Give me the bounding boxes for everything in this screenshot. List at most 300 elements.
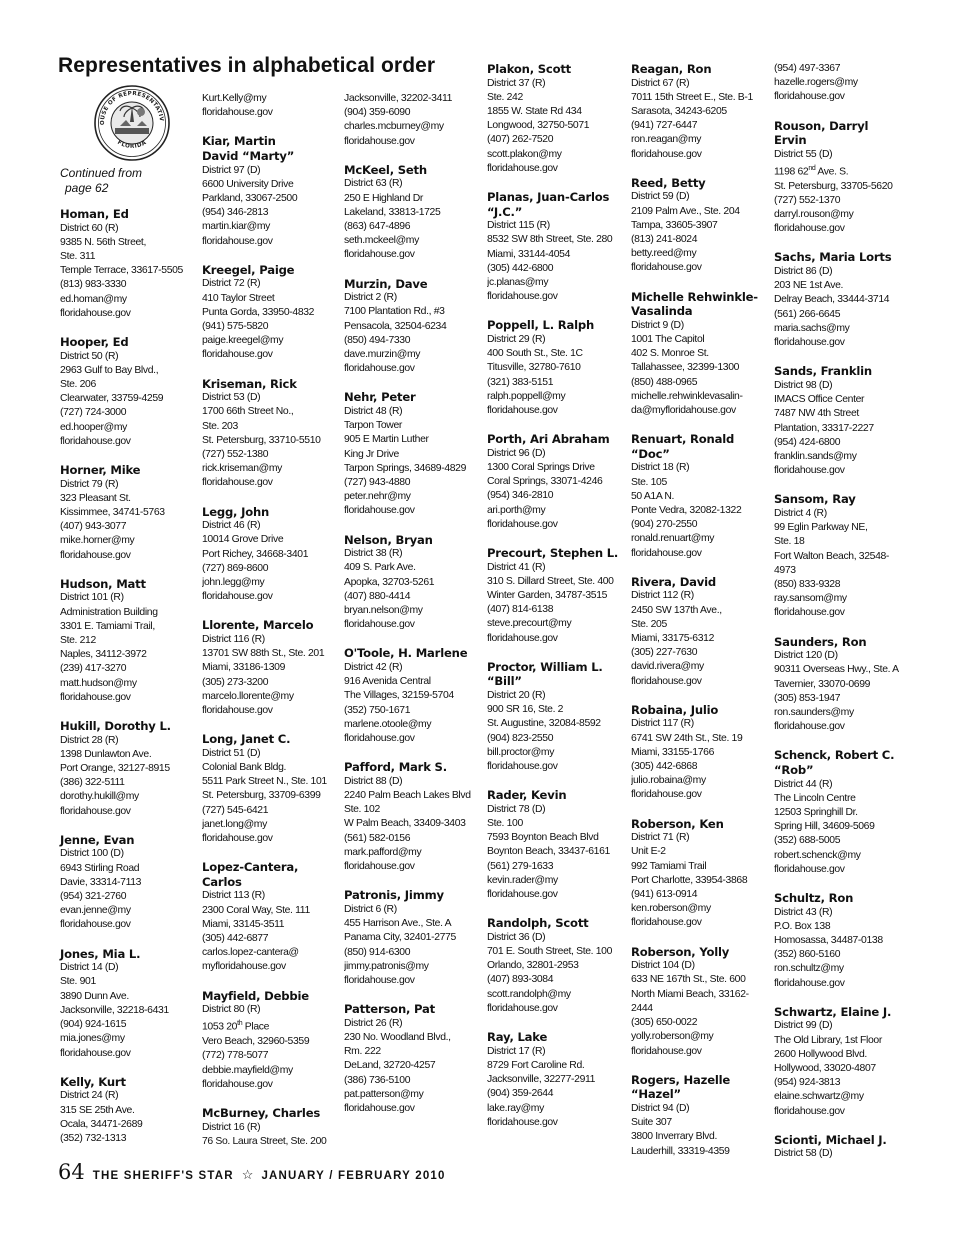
address-line: 90311 Overseas Hwy., Ste. A bbox=[774, 664, 899, 676]
email-line: floridahouse.gov bbox=[631, 148, 702, 160]
district-line: District 113 (R) bbox=[202, 890, 265, 902]
address-line: 230 No. Woodland Blvd., bbox=[344, 1031, 451, 1043]
phone-number: (352) 750-1671 bbox=[344, 704, 411, 716]
address-line: 2450 SW 137th Ave., bbox=[631, 604, 722, 616]
representative-name: Kiar, Martin bbox=[202, 134, 276, 149]
district-line: District 44 (R) bbox=[774, 778, 833, 790]
representative-name: Mayfield, Debbie bbox=[202, 988, 309, 1003]
district-line: District 43 (R) bbox=[774, 906, 833, 918]
representative-name: Schultz, Ron bbox=[774, 890, 854, 905]
address-line: Pensacola, 32504-6234 bbox=[344, 320, 447, 332]
address-line: michelle.rehwinklevasalin- bbox=[631, 390, 743, 402]
district-line: District 37 (R) bbox=[487, 77, 546, 89]
address-line: North Miami Beach, 33162- bbox=[631, 988, 749, 1000]
address-line: 7011 15th Street E., Ste. B-1 bbox=[631, 91, 753, 103]
representative-entry bbox=[631, 703, 771, 803]
entry-line: Jacksonville, 32202-3411 bbox=[344, 93, 453, 104]
address-line: Unit E-2 bbox=[631, 846, 666, 858]
representative-name: Schwartz, Elaine J. bbox=[774, 1004, 892, 1019]
email-line: evan.jenne@my bbox=[60, 905, 131, 917]
phone-number: (904) 359-2644 bbox=[487, 1088, 554, 1100]
email-line: ron.reagan@my bbox=[631, 134, 702, 146]
phone-number: (305) 442-6868 bbox=[631, 761, 698, 773]
email-line: floridahouse.gov bbox=[344, 1102, 415, 1114]
representative-entry bbox=[60, 947, 200, 1061]
phone-number: (561) 279-1633 bbox=[487, 860, 554, 872]
phone-number: (305) 853-1947 bbox=[774, 692, 841, 704]
email-line: floridahouse.gov bbox=[774, 721, 845, 733]
representative-entry bbox=[487, 62, 627, 176]
address-line: Rm. 222 bbox=[344, 1046, 381, 1058]
entry-line: charles.mcburney@my bbox=[344, 121, 444, 133]
address-line: 916 Avenida Central bbox=[344, 676, 431, 688]
address-line: 2600 Hollywood Blvd. bbox=[774, 1048, 867, 1060]
email-line: floridahouse.gov bbox=[60, 549, 131, 561]
district-line: District 55 (D) bbox=[774, 148, 833, 160]
directory-column bbox=[774, 62, 914, 1176]
svg-text:FLORIDA: FLORIDA bbox=[116, 139, 148, 150]
district-line: District 60 (R) bbox=[60, 222, 119, 234]
email-line: elaine.schwartz@my bbox=[774, 1091, 864, 1103]
district-line: District 28 (R) bbox=[60, 734, 119, 746]
phone-number: (850) 914-6300 bbox=[344, 946, 411, 958]
phone-number: (954) 321-2760 bbox=[60, 891, 127, 903]
address-line: 1198 62nd Ave. S. bbox=[774, 165, 849, 178]
address-line: Naples, 34112-3972 bbox=[60, 649, 147, 661]
representative-entry bbox=[631, 62, 771, 162]
address-line: The Old Library, 1st Floor bbox=[774, 1034, 882, 1046]
address-line: Suite 307 bbox=[631, 1117, 672, 1129]
representative-entry bbox=[202, 1106, 342, 1149]
phone-number: (352) 732-1313 bbox=[60, 1132, 127, 1144]
page-number: 64 bbox=[58, 1160, 85, 1184]
email-line: floridahouse.gov bbox=[631, 917, 702, 929]
representative-name: Patronis, Jimmy bbox=[344, 888, 444, 903]
phone-number: (850) 494-7330 bbox=[344, 334, 411, 346]
address-line: Tampa, 33605-3907 bbox=[631, 219, 718, 231]
address-line: Port Richey, 34668-3401 bbox=[202, 548, 309, 560]
representative-name: Jones, Mia L. bbox=[60, 946, 141, 961]
phone-number: (727) 552-1380 bbox=[202, 449, 269, 461]
phone-number: (386) 322-5111 bbox=[60, 777, 125, 789]
address-line: 13701 SW 88th St., Ste. 201 bbox=[202, 648, 325, 660]
address-line: 8532 SW 8th Street, Ste. 280 bbox=[487, 234, 613, 246]
email-line: ralph.poppell@my bbox=[487, 390, 566, 402]
representative-entry bbox=[202, 860, 342, 974]
email-line: floridahouse.gov bbox=[631, 675, 702, 687]
representative-name: Vasalinda bbox=[631, 304, 693, 319]
email-line: floridahouse.gov bbox=[774, 337, 845, 349]
representative-name: O'Toole, H. Marlene bbox=[344, 646, 468, 661]
directory-column bbox=[344, 92, 484, 1130]
address-line: 6943 Stirling Road bbox=[60, 862, 140, 874]
representative-name: Poppell, L. Ralph bbox=[487, 318, 595, 333]
district-line: District 4 (R) bbox=[774, 507, 827, 519]
representative-name: Reed, Betty bbox=[631, 175, 706, 190]
email-line: floridahouse.gov bbox=[60, 435, 131, 447]
representative-entry bbox=[60, 335, 200, 449]
address-line: Miami, 33144-4054 bbox=[487, 248, 570, 260]
representative-entry bbox=[487, 318, 627, 418]
representative-entry bbox=[344, 888, 484, 988]
address-line: Lakeland, 33813-1725 bbox=[344, 206, 441, 218]
email-line: myfloridahouse.gov bbox=[202, 961, 286, 973]
phone-number: (850) 833-9328 bbox=[774, 578, 841, 590]
representative-name: Plakon, Scott bbox=[487, 62, 572, 76]
email-line: steve.precourt@my bbox=[487, 618, 572, 630]
district-line: District 48 (R) bbox=[344, 406, 403, 418]
address-line: Miami, 33175-6312 bbox=[631, 633, 714, 645]
district-line: District 79 (R) bbox=[60, 478, 119, 490]
address-line: Plantation, 33317-2227 bbox=[774, 422, 874, 434]
email-line: floridahouse.gov bbox=[774, 223, 845, 235]
email-line: pat.patterson@my bbox=[344, 1088, 424, 1100]
representative-entry bbox=[631, 290, 771, 419]
phone-number: (727) 724-3000 bbox=[60, 407, 127, 419]
representative-name: Rogers, Hazelle bbox=[631, 1072, 731, 1087]
address-line: 5511 Park Street N., Ste. 101 bbox=[202, 776, 327, 788]
representative-entry bbox=[344, 533, 484, 633]
representative-entry bbox=[202, 618, 342, 718]
representative-name: Hudson, Matt bbox=[60, 576, 146, 591]
address-line: Ste. 100 bbox=[487, 818, 523, 830]
email-line: ron.schultz@my bbox=[774, 963, 844, 975]
phone-number: (954) 346-2810 bbox=[487, 490, 554, 502]
representative-name: Horner, Mike bbox=[60, 463, 141, 478]
email-line: floridahouse.gov bbox=[344, 249, 415, 261]
address-line: 992 Tamiami Trail bbox=[631, 860, 707, 872]
address-line: Jacksonville, 32277-2911 bbox=[487, 1074, 596, 1086]
email-line: floridahouse.gov bbox=[774, 977, 845, 989]
representative-name: Llorente, Marcelo bbox=[202, 618, 314, 633]
representative-entry bbox=[202, 263, 342, 363]
district-line: District 51 (D) bbox=[202, 747, 261, 759]
representative-name: Nehr, Peter bbox=[344, 390, 416, 405]
district-line: District 42 (R) bbox=[344, 662, 403, 674]
district-line: District 97 (D) bbox=[202, 164, 261, 176]
address-line: Ponte Vedra, 32082-1322 bbox=[631, 505, 742, 517]
address-line: 50 A1A N. bbox=[631, 490, 675, 502]
email-line: martin.kiar@my bbox=[202, 221, 270, 233]
representative-name: Sands, Franklin bbox=[774, 364, 872, 379]
district-line: District 36 (D) bbox=[487, 931, 546, 943]
representative-name: “Hazel” bbox=[631, 1087, 681, 1102]
representative-entry bbox=[202, 989, 342, 1092]
address-line: Ste. 18 bbox=[774, 536, 805, 548]
representative-name: Robaina, Julio bbox=[631, 702, 719, 717]
district-line: District 72 (R) bbox=[202, 278, 261, 290]
representative-entry bbox=[202, 134, 342, 248]
address-line: 203 NE 1st Ave. bbox=[774, 280, 844, 292]
address-line: Panama City, 32401-2775 bbox=[344, 932, 456, 944]
email-line: paige.kreegel@my bbox=[202, 335, 284, 347]
district-line: District 86 (D) bbox=[774, 266, 833, 278]
address-line: Sarasota, 34243-6205 bbox=[631, 106, 727, 117]
district-line: District 41 (R) bbox=[487, 561, 546, 573]
representative-name: Randolph, Scott bbox=[487, 916, 589, 931]
phone-number: (941) 727-6447 bbox=[631, 120, 698, 132]
email-line: scott.plakon@my bbox=[487, 148, 562, 160]
district-line: District 20 (R) bbox=[487, 690, 546, 702]
phone-number: (305) 227-7630 bbox=[631, 647, 698, 659]
email-line: floridahouse.gov bbox=[344, 619, 415, 631]
address-line: 3301 E. Tamiami Trail, bbox=[60, 620, 155, 632]
district-line: District 2 (R) bbox=[344, 292, 397, 304]
address-line: Fort Walton Beach, 32548- bbox=[774, 550, 890, 562]
phone-number: (727) 943-4880 bbox=[344, 477, 411, 489]
phone-number: (352) 860-5160 bbox=[774, 949, 841, 961]
address-line: St. Augustine, 32084-8592 bbox=[487, 718, 601, 730]
representative-name: Kelly, Kurt bbox=[60, 1074, 126, 1089]
phone-number: (727) 552-1370 bbox=[774, 194, 841, 206]
representative-name: Renuart, Ronald bbox=[631, 432, 735, 447]
representative-entry bbox=[774, 1133, 914, 1162]
address-line: 2963 Gulf to Bay Blvd., bbox=[60, 364, 159, 376]
district-line: District 29 (R) bbox=[487, 334, 546, 346]
district-line: District 26 (R) bbox=[344, 1017, 403, 1029]
email-line: floridahouse.gov bbox=[487, 291, 558, 303]
email-line: matt.hudson@my bbox=[60, 677, 137, 689]
continued-entry bbox=[344, 92, 484, 149]
email-line: mike.horner@my bbox=[60, 535, 135, 547]
address-line: 1700 66th Street No., bbox=[202, 406, 294, 418]
address-line: 315 SE 25th Ave. bbox=[60, 1104, 135, 1116]
address-line: 701 E. South Street, Ste. 100 bbox=[487, 946, 613, 958]
email-line: debbie.mayfield@my bbox=[202, 1064, 293, 1076]
representative-name: Pafford, Mark S. bbox=[344, 760, 447, 775]
district-line: District 17 (R) bbox=[487, 1045, 546, 1057]
district-line: District 99 (D) bbox=[774, 1020, 833, 1032]
phone-number: (941) 575-5820 bbox=[202, 321, 269, 333]
phone-number: (407) 880-4414 bbox=[344, 590, 411, 602]
email-line: floridahouse.gov bbox=[487, 1002, 558, 1014]
address-line: 409 S. Park Ave. bbox=[344, 562, 416, 574]
email-line: jimmy.patronis@my bbox=[344, 960, 429, 972]
email-line: betty.reed@my bbox=[631, 248, 697, 260]
representative-entry bbox=[344, 760, 484, 874]
email-line: floridahouse.gov bbox=[774, 465, 845, 477]
address-line: Punta Gorda, 33950-4832 bbox=[202, 306, 315, 318]
address-line: 4973 bbox=[774, 564, 796, 576]
email-line: janet.long@my bbox=[202, 818, 267, 830]
address-line: 250 E Highland Dr bbox=[344, 192, 423, 204]
representative-name: Kreegel, Paige bbox=[202, 262, 295, 277]
email-line: floridahouse.gov bbox=[631, 262, 702, 274]
representative-name: Proctor, William L. bbox=[487, 659, 603, 674]
email-line: floridahouse.gov bbox=[344, 733, 415, 745]
district-line: District 94 (D) bbox=[631, 1102, 690, 1114]
phone-number: (321) 383-5151 bbox=[487, 376, 554, 388]
address-line: 7487 NW 4th Street bbox=[774, 408, 859, 420]
email-line: mark.pafford@my bbox=[344, 846, 422, 858]
representative-name: Legg, John bbox=[202, 504, 270, 519]
district-line: District 71 (R) bbox=[631, 832, 690, 844]
page-title: Representatives in alphabetical order bbox=[58, 54, 436, 77]
address-line: Ste. 242 bbox=[487, 91, 523, 103]
representative-name: Jenne, Evan bbox=[60, 832, 135, 847]
representative-entry bbox=[631, 1073, 771, 1159]
phone-number: (863) 647-4896 bbox=[344, 221, 411, 233]
representative-name: Porth, Ari Abraham bbox=[487, 432, 610, 447]
phone-number: (954) 924-3813 bbox=[774, 1077, 841, 1089]
email-line: floridahouse.gov bbox=[60, 1047, 131, 1059]
representative-entry bbox=[60, 833, 200, 933]
address-line: 7100 Plantation Rd., #3 bbox=[344, 306, 445, 318]
district-line: District 88 (D) bbox=[344, 775, 403, 787]
continued-line: page 62 bbox=[65, 181, 109, 195]
representative-name: Sachs, Maria Lorts bbox=[774, 250, 892, 265]
address-line: 2300 Coral Way, Ste. 111 bbox=[202, 904, 310, 916]
email-line: floridahouse.gov bbox=[60, 805, 131, 817]
email-line: floridahouse.gov bbox=[487, 889, 558, 901]
email-line: bill.proctor@my bbox=[487, 746, 555, 758]
district-line: District 6 (R) bbox=[344, 903, 397, 915]
representative-name: “Bill” bbox=[487, 674, 522, 689]
address-line: 9385 N. 56th Street, bbox=[60, 236, 146, 248]
representative-name: Patterson, Pat bbox=[344, 1002, 435, 1017]
address-line: Colonial Bank Bldg. bbox=[202, 762, 287, 774]
address-line: Miami, 33155-1766 bbox=[631, 746, 714, 758]
district-line: District 117 (R) bbox=[631, 718, 694, 730]
address-line: Ste. 105 bbox=[631, 476, 667, 488]
address-line: Tavernier, 33070-0699 bbox=[774, 678, 871, 690]
representative-name: Reagan, Ron bbox=[631, 62, 712, 76]
address-line: Ste. 203 bbox=[202, 420, 238, 432]
address-line: Jacksonville, 32218-6431 bbox=[60, 1004, 169, 1016]
address-line: Apopka, 32703-5261 bbox=[344, 576, 435, 588]
email-line: peter.nehr@my bbox=[344, 491, 411, 503]
email-line: floridahouse.gov bbox=[60, 691, 131, 703]
representative-entry bbox=[487, 432, 627, 532]
email-line: floridahouse.gov bbox=[344, 861, 415, 873]
representative-entry bbox=[631, 176, 771, 276]
publication-name: THE SHERIFF'S STAR bbox=[92, 1170, 234, 1182]
email-line: floridahouse.gov bbox=[774, 607, 845, 619]
phone-number: (904) 823-2550 bbox=[487, 732, 554, 744]
address-line: 7593 Boynton Beach Blvd bbox=[487, 832, 599, 844]
address-line: 1053 20th Place bbox=[202, 1020, 270, 1033]
phone-number: (305) 650-0022 bbox=[631, 1017, 698, 1029]
district-line: District 100 (D) bbox=[60, 848, 124, 860]
email-line: floridahouse.gov bbox=[202, 591, 273, 603]
address-line: St. Petersburg, 33709-6399 bbox=[202, 790, 321, 802]
representative-name: Schenck, Robert C. bbox=[774, 748, 895, 763]
phone-number: (954) 424-6800 bbox=[774, 436, 841, 448]
representative-entry bbox=[631, 575, 771, 689]
directory-column bbox=[202, 92, 342, 1163]
email-line: floridahouse.gov bbox=[487, 518, 558, 530]
representative-name: Roberson, Yolly bbox=[631, 944, 730, 959]
district-line: District 58 (D) bbox=[774, 1148, 833, 1160]
phone-number: (813) 983-3330 bbox=[60, 279, 127, 291]
address-line: St. Petersburg, 33710-5510 bbox=[202, 434, 321, 446]
continued-note bbox=[60, 166, 180, 196]
email-line: floridahouse.gov bbox=[487, 405, 558, 417]
representative-entry bbox=[487, 546, 627, 646]
representative-name: “J.C.” bbox=[487, 204, 523, 219]
representative-name: Nelson, Bryan bbox=[344, 532, 433, 547]
representative-name: McBurney, Charles bbox=[202, 1105, 321, 1120]
district-line: District 80 (R) bbox=[202, 1004, 261, 1016]
email-line: marlene.otoole@my bbox=[344, 718, 432, 730]
representative-name: Sansom, Ray bbox=[774, 492, 856, 507]
address-line: Tarpon Tower bbox=[344, 420, 402, 432]
representative-entry bbox=[774, 119, 914, 237]
district-line: District 101 (R) bbox=[60, 592, 124, 604]
email-line: ronald.renuart@my bbox=[631, 533, 715, 545]
phone-number: (386) 736-5100 bbox=[344, 1074, 411, 1086]
district-line: District 115 (R) bbox=[487, 220, 550, 232]
entry-line: Kurt.Kelly@my bbox=[202, 93, 267, 104]
phone-number: (239) 417-3270 bbox=[60, 663, 127, 675]
address-line: Boynton Beach, 33437-6161 bbox=[487, 846, 610, 858]
representative-name: Hooper, Ed bbox=[60, 335, 129, 350]
address-line: 310 S. Dillard Street, Ste. 400 bbox=[487, 575, 614, 587]
phone-number: (954) 346-2813 bbox=[202, 207, 269, 219]
representative-entry bbox=[344, 1002, 484, 1116]
email-line: floridahouse.gov bbox=[631, 547, 702, 559]
district-line: District 38 (R) bbox=[344, 548, 403, 560]
email-line: john.legg@my bbox=[202, 577, 265, 589]
address-line: Kissimmee, 34741-5763 bbox=[60, 507, 165, 519]
address-line: Miami, 33145-3511 bbox=[202, 918, 285, 930]
representative-name: Murzin, Dave bbox=[344, 276, 428, 291]
email-line: floridahouse.gov bbox=[202, 833, 273, 845]
representative-entry bbox=[631, 817, 771, 931]
email-line: floridahouse.gov bbox=[344, 974, 415, 986]
district-line: District 46 (R) bbox=[202, 520, 261, 532]
email-line: robert.schenck@my bbox=[774, 849, 861, 861]
representative-name: “Rob” bbox=[774, 762, 814, 777]
address-line: 3800 Inverrary Blvd. bbox=[631, 1131, 717, 1143]
directory-column bbox=[60, 207, 200, 1160]
representative-entry bbox=[774, 1005, 914, 1119]
continued-entry bbox=[774, 62, 914, 105]
address-line: Ste. 212 bbox=[60, 635, 96, 647]
email-line: floridahouse.gov bbox=[60, 307, 131, 319]
address-line: Tallahassee, 32399-1300 bbox=[631, 362, 740, 374]
email-line: floridahouse.gov bbox=[487, 162, 558, 174]
district-line: District 120 (D) bbox=[774, 650, 838, 662]
address-line: 323 Pleasant St. bbox=[60, 492, 131, 504]
email-line: ari.porth@my bbox=[487, 504, 546, 516]
address-line: Miami, 33186-1309 bbox=[202, 662, 285, 674]
email-line: ray.sansom@my bbox=[774, 593, 847, 605]
email-line: floridahouse.gov bbox=[202, 1078, 273, 1090]
representative-entry bbox=[202, 505, 342, 605]
email-line: floridahouse.gov bbox=[202, 705, 273, 717]
representative-entry bbox=[344, 390, 484, 518]
phone-number: (305) 442-6877 bbox=[202, 933, 269, 945]
district-line: District 67 (R) bbox=[631, 77, 690, 89]
address-line: P.O. Box 138 bbox=[774, 920, 831, 932]
representative-name: “Doc” bbox=[631, 446, 670, 461]
representative-name: Ray, Lake bbox=[487, 1030, 548, 1045]
address-line: Hollywood, 33020-4807 bbox=[774, 1062, 876, 1074]
address-line: Ocala, 34471-2689 bbox=[60, 1118, 143, 1130]
representative-entry bbox=[774, 635, 914, 735]
email-line: floridahouse.gov bbox=[202, 235, 273, 247]
district-line: District 116 (R) bbox=[202, 634, 265, 646]
representative-name: Scionti, Michael J. bbox=[774, 1132, 887, 1147]
email-line: marcelo.llorente@my bbox=[202, 690, 294, 702]
phone-number: (904) 924-1615 bbox=[60, 1019, 127, 1031]
representative-name: Precourt, Stephen L. bbox=[487, 546, 619, 561]
address-line: 400 South St., Ste. 1C bbox=[487, 348, 583, 360]
email-line: yolly.roberson@my bbox=[631, 1031, 714, 1043]
representative-entry bbox=[487, 916, 627, 1016]
email-line: floridahouse.gov bbox=[60, 919, 131, 931]
